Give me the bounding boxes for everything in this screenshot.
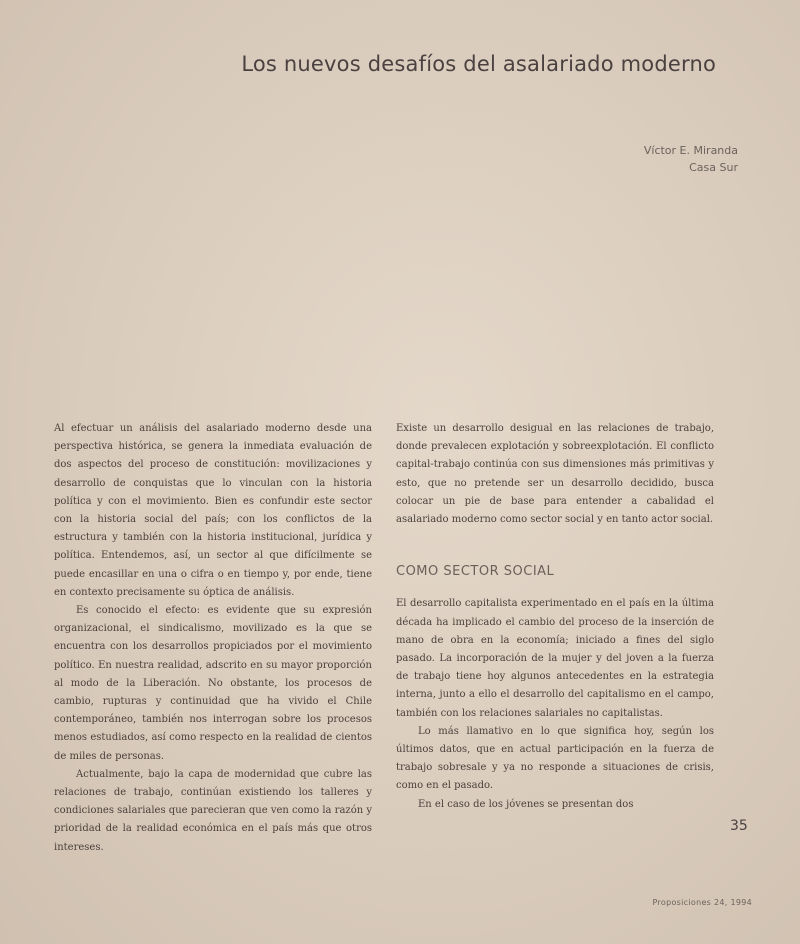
section-heading: COMO SECTOR SOCIAL (396, 564, 555, 580)
paragraph: Al efectuar un análisis del asalariado moderno desde una perspectiva histórica, se genera la inmediata evaluación de dos aspectos del proceso de constitución: movilizaciones y desarrollo de conquistas que lo vinculan con la historia política y con el movimiento. Bien es confundir este sector con la historia social del país; con los conflictos de la estructura y también con la historia institucional, jurídica y política. Entendemos, así, un sector al que difícilmente se puede encasillar en una o cifra o en tiempo y, por ende, tiene en contexto precisamente su óptica de análisis. (54, 423, 372, 598)
author-affiliation: Casa Sur (689, 161, 738, 174)
right-column (396, 420, 714, 814)
journal-footer: Proposiciones 24, 1994 (652, 898, 752, 907)
paragraph: Existe un desarrollo desigual en las relaciones de trabajo, donde prevalecen explotación y sobreexplotación. El conflicto capital-trabajo continúa con sus dimensiones más primitivas y esto, que no pretende ser un desarrollo decidido, busca colocar un pie de base para entender a cabalidad el asalariado moderno como sector social y en tanto actor social. (396, 423, 714, 526)
paragraph: Actualmente, bajo la capa de modernidad que cubre las relaciones de trabajo, continúan existiendo los talleres y condiciones salariales que parecieran que ven como la razón y prioridad de la realidad económica en el país más que otros intereses. (54, 768, 372, 853)
article-title: Los nuevos desafíos del asalariado moderno (241, 52, 716, 76)
author-name: Víctor E. Miranda (643, 144, 738, 157)
paragraph: Lo más llamativo en lo que significa hoy, según los últimos datos, que en actual participación en la fuerza de trabajo sobresale y ya no responde a situaciones de crisis, como en el pasado. (396, 725, 714, 792)
left-column (54, 420, 372, 857)
paragraph: En el caso de los jóvenes se presentan dos (418, 798, 634, 810)
author-block (644, 142, 738, 176)
paragraph: El desarrollo capitalista experimentado en el país en la última década ha implicado el cambio del proceso de la inserción de mano de obra en la economía; iniciado a fines del siglo pasado. La incorporación de la mujer y del joven a la fuerza de trabajo tiene hoy algunos antecedentes en la estrategia interna, junto a ello el desarrollo del capitalismo en el campo, también con los relaciones salariales no capitalistas. (396, 598, 714, 719)
page-number: 35 (730, 818, 748, 834)
paragraph: Es conocido el efecto: es evidente que su expresión organizacional, el sindicalismo, movilizado es la que se encuentra con los desarrollos propiciados por el movimiento político. En nuestra realidad, adscrito en su mayor proporción al modo de la Liberación. No obstante, los procesos de cambio, rupturas y continuidad que ha vivido el Chile contemporáneo, también nos interrogan sobre los procesos menos estudiados, así como respecto en la realidad de cientos de miles de personas. (54, 605, 372, 762)
